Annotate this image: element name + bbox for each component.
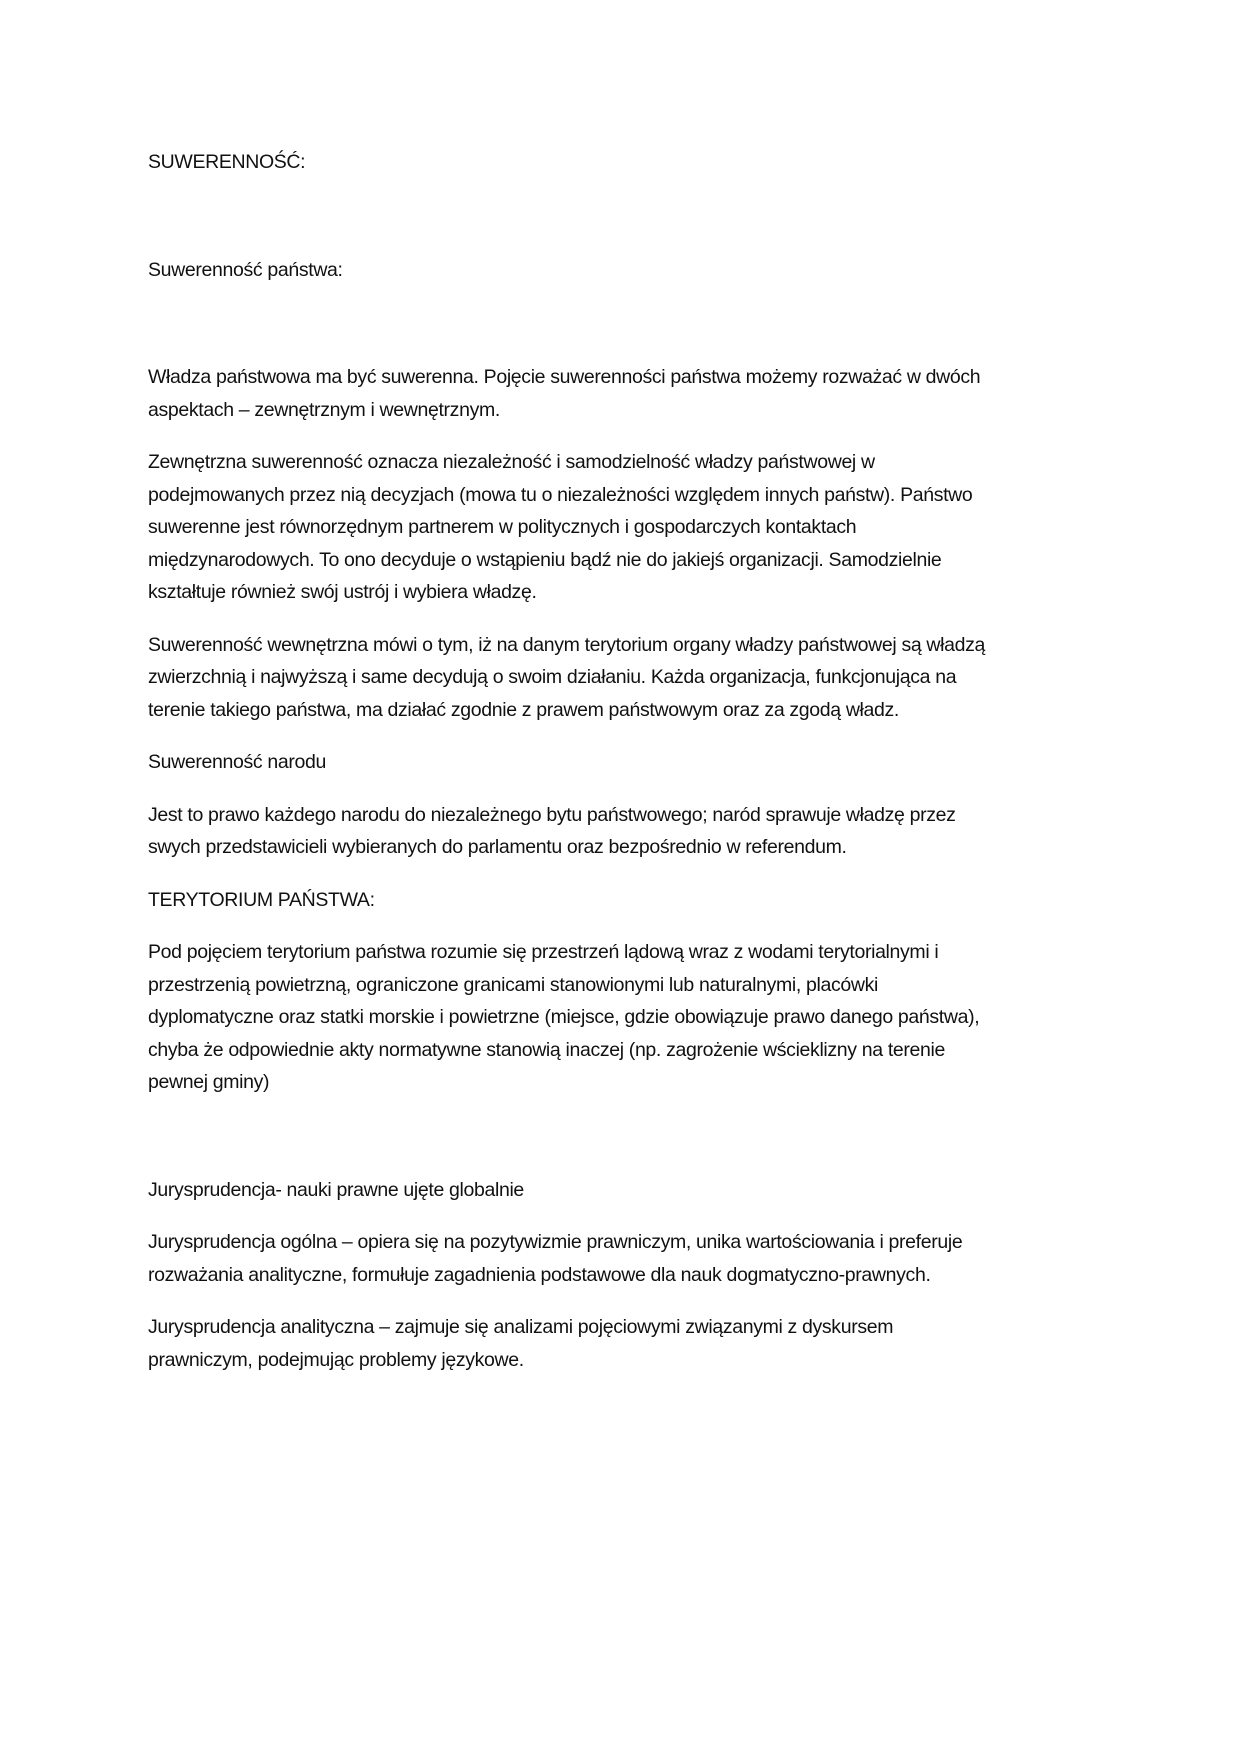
paragraph-analytical-jurisprudence: [148, 1311, 1098, 1376]
paragraph-line: rozważania analityczne, formułuje zagadnienia podstawowe dla nauk dogmatyczno-prawnych.: [148, 1263, 931, 1286]
paragraph-line: zwierzchnią i najwyższą i same decydują o swoim działaniu. Każda organizacja, funkcjonująca na: [148, 666, 957, 688]
paragraph-line: Jest to prawo każdego narodu do niezależnego bytu państwowego; naród sprawuje władzę przez: [148, 803, 956, 826]
paragraph-line: prawniczym, podejmując problemy językowe.: [148, 1348, 524, 1371]
paragraph-line: Pod pojęciem terytorium państwa rozumie się przestrzeń lądową wraz z wodami terytorialnymi i: [148, 941, 939, 963]
section-heading-nation-sovereignty: [148, 746, 1098, 779]
document-title: SUWERENNOŚĆ:: [148, 151, 306, 173]
paragraph-line: aspektach – zewnętrznym i wewnętrznym.: [148, 398, 500, 421]
paragraph-line: TERYTORIUM PAŃSTWA:: [148, 888, 375, 911]
paragraph-line: swych przedstawicieli wybieranych do parlamentu oraz bezpośrednio w referendum.: [148, 836, 847, 858]
paragraph-territory: [148, 936, 1098, 1099]
paragraph-line: Suwerenność narodu: [148, 751, 326, 773]
paragraph-line: Jurysprudencja ogólna – opiera się na pozytywizmie prawniczym, unika wartościowania i preferuje: [148, 1231, 963, 1253]
paragraph-nation-sovereignty: [148, 799, 1098, 864]
paragraph-line: Suwerenność wewnętrzna mówi o tym, iż na danym terytorium organy władzy państwowej są władzą: [148, 633, 986, 656]
paragraph-external-sovereignty: [148, 446, 1098, 609]
paragraph-line: dyplomatyczne oraz statki morskie i powietrzne (miejsce, gdzie obowiązuje prawo danego państwa),: [148, 1006, 980, 1028]
paragraph-line: Zewnętrzna suwerenność oznacza niezależność i samodzielność władzy państwowej w: [148, 451, 875, 473]
paragraph-line: Jurysprudencja analityczna – zajmuje się analizami pojęciowymi związanymi z dyskursem: [148, 1316, 894, 1338]
paragraph-line: kształtuje również swój ustrój i wybiera władzę.: [148, 581, 537, 603]
paragraph-line: chyba że odpowiednie akty normatywne stanowią inaczej (np. zagrożenie wścieklizny na terenie: [148, 1038, 945, 1061]
paragraph-general-jurisprudence: [148, 1226, 1098, 1291]
section-heading-territory: [148, 884, 1098, 917]
paragraph-line: Władza państwowa ma być suwerenna. Pojęcie suwerenności państwa możemy rozważać w dwóch: [148, 366, 981, 388]
paragraph-line: przestrzenią powietrzną, ograniczone granicami stanowionymi lub naturalnymi, placówki: [148, 973, 879, 996]
paragraph-line: międzynarodowych. To ono decyduje o wstąpieniu bądź nie do jakiejś organizacji. Samodzielnie: [148, 548, 942, 571]
paragraph-line: terenie takiego państwa, ma działać zgodnie z prawem państwowym oraz za zgodą władz.: [148, 698, 900, 721]
paragraph-internal-sovereignty: [148, 629, 1098, 727]
paragraph-line: pewnej gminy): [148, 1071, 270, 1093]
paragraph-intro: [148, 361, 1098, 426]
paragraph-line: podejmowanych przez nią decyzjach (mowa tu o niezależności względem innych państw). Państwo: [148, 483, 973, 506]
section-heading-jurisprudence: [148, 1174, 1098, 1207]
paragraph-line: Jurysprudencja- nauki prawne ujęte globalnie: [148, 1178, 524, 1201]
section-heading-state-sovereignty: Suwerenność państwa:: [148, 258, 343, 281]
paragraph-line: suwerenne jest równorzędnym partnerem w politycznych i gospodarczych kontaktach: [148, 516, 857, 538]
document-body: [148, 146, 1098, 1396]
